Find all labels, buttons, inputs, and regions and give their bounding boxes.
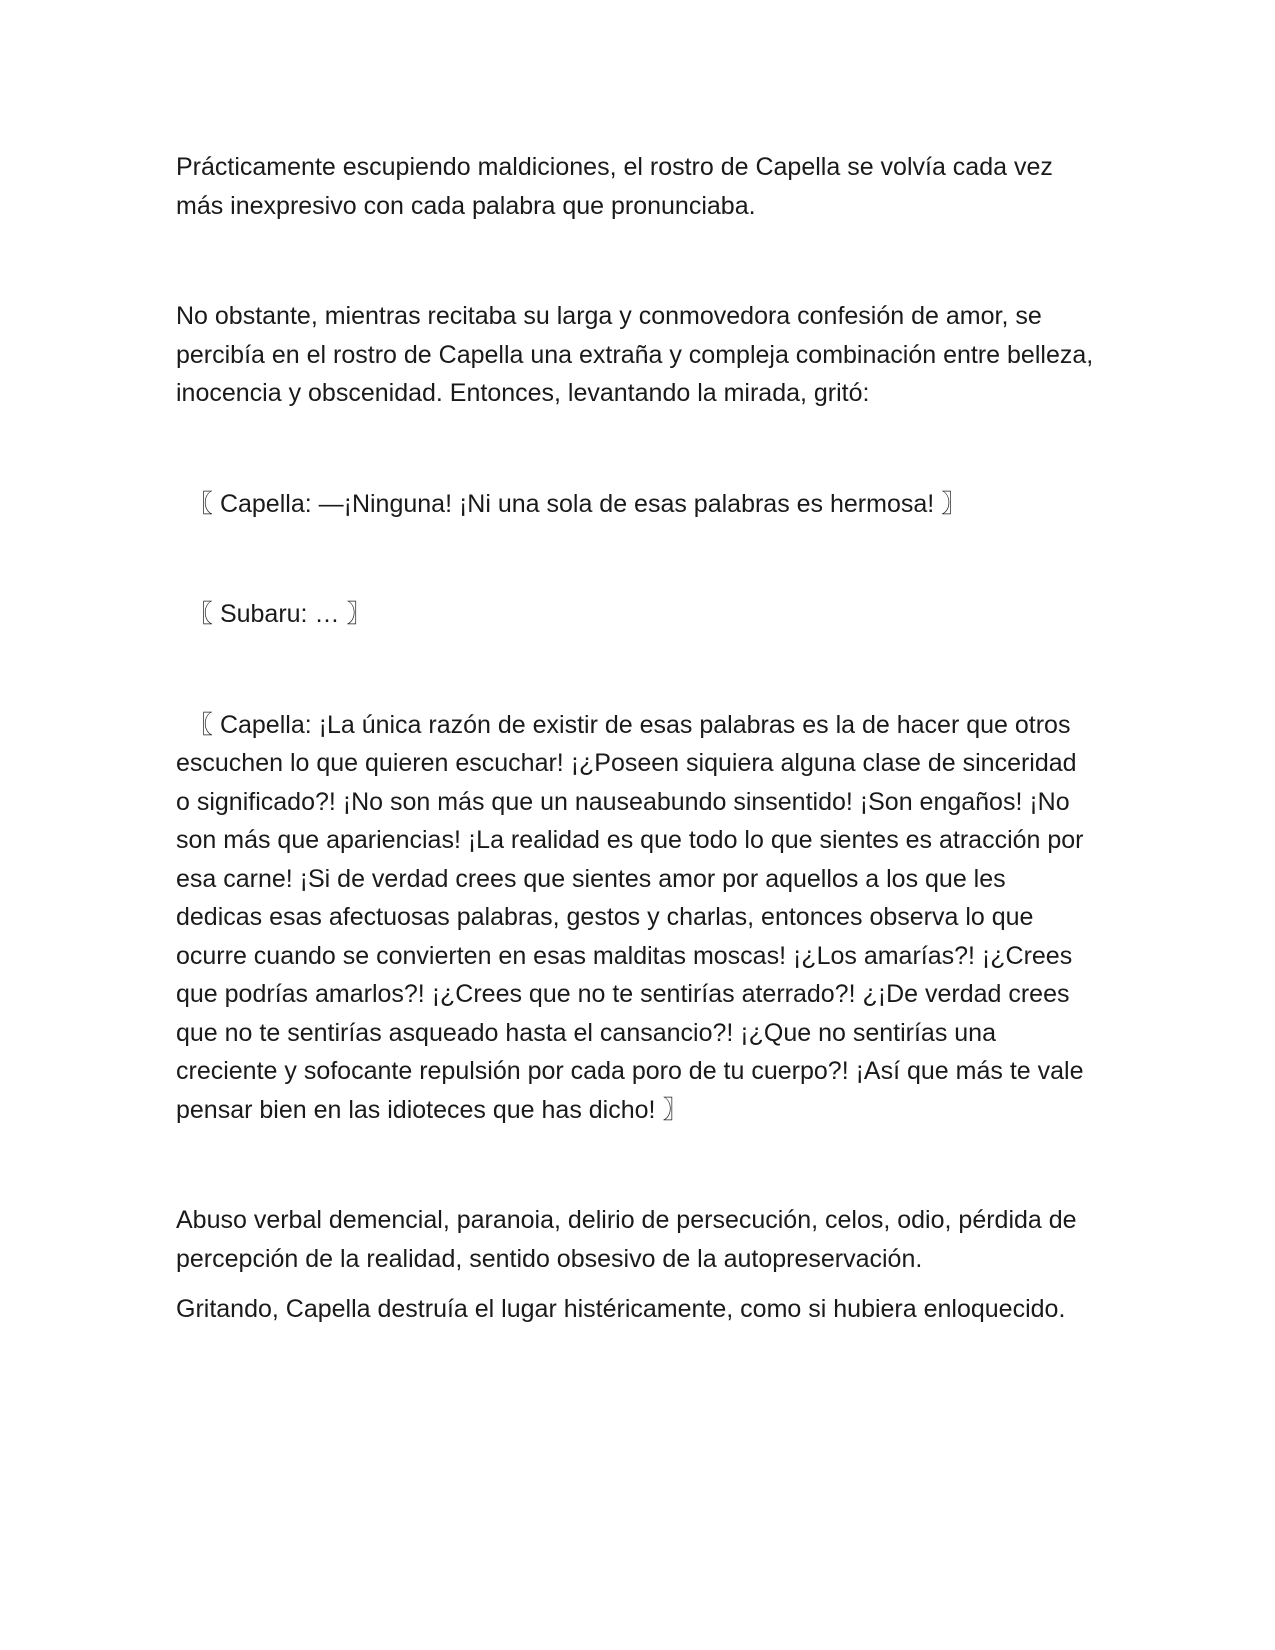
document-body — [176, 148, 1096, 1329]
dialogue-capella-1: 〖 Capella: —¡Ninguna! ¡Ni una sola de esas palabras es hermosa! 〗 — [188, 489, 967, 518]
paragraph-narration-4: Gritando, Capella destruía el lugar histéricamente, como si hubiera enloquecido. — [176, 1295, 1066, 1323]
dialogue-subaru: 〖 Subaru: … 〗 — [188, 600, 372, 628]
paragraph-narration-2: No obstante, mientras recitaba su larga y conmovedora confesión de amor, se percibía en el rostro de Capella una extraña y compleja combinación entre belleza, inocencia y obscenidad. Entonces, levantando la mirada, gritó: — [176, 302, 1094, 407]
dialogue-capella-2: 〖 Capella: ¡La única razón de existir de esas palabras es la de hacer que otros escuchen lo que quieren escuchar! ¡¿Poseen siquiera alguna clase de sinceridad o significado?! ¡No son más que un nauseabundo sinsentido! ¡Son engaños! ¡No son más que apariencias! ¡La realidad es que todo lo que sientes es atracción por esa carne! ¡Si de verdad crees que sientes amor por aquellos a los que les dedicas esas afectuosas palabras, gestos y charlas, entonces observa lo que ocurre cuando se convierten en esas malditas moscas! ¡¿Los amarías?! ¡¿Crees que podrías amarlos?! ¡¿Crees que no te sentirías aterrado?! ¿¡De verdad crees que no te sentirías asqueado hasta el cansancio?! ¡¿Que no sentirías una creciente y sofocante repulsión por cada poro de tu cuerpo?! ¡Así que más te vale pensar bien en las idioteces que has dicho! 〗 — [176, 710, 1084, 1124]
paragraph-narration-3: Abuso verbal demencial, paranoia, delirio de persecución, celos, odio, pérdida de percepción de la realidad, sentido obsesivo de la autopreservación. — [176, 1206, 1077, 1273]
paragraph-narration-1: Prácticamente escupiendo maldiciones, el rostro de Capella se volvía cada vez más inexpresivo con cada palabra que pronunciaba. — [176, 153, 1053, 220]
